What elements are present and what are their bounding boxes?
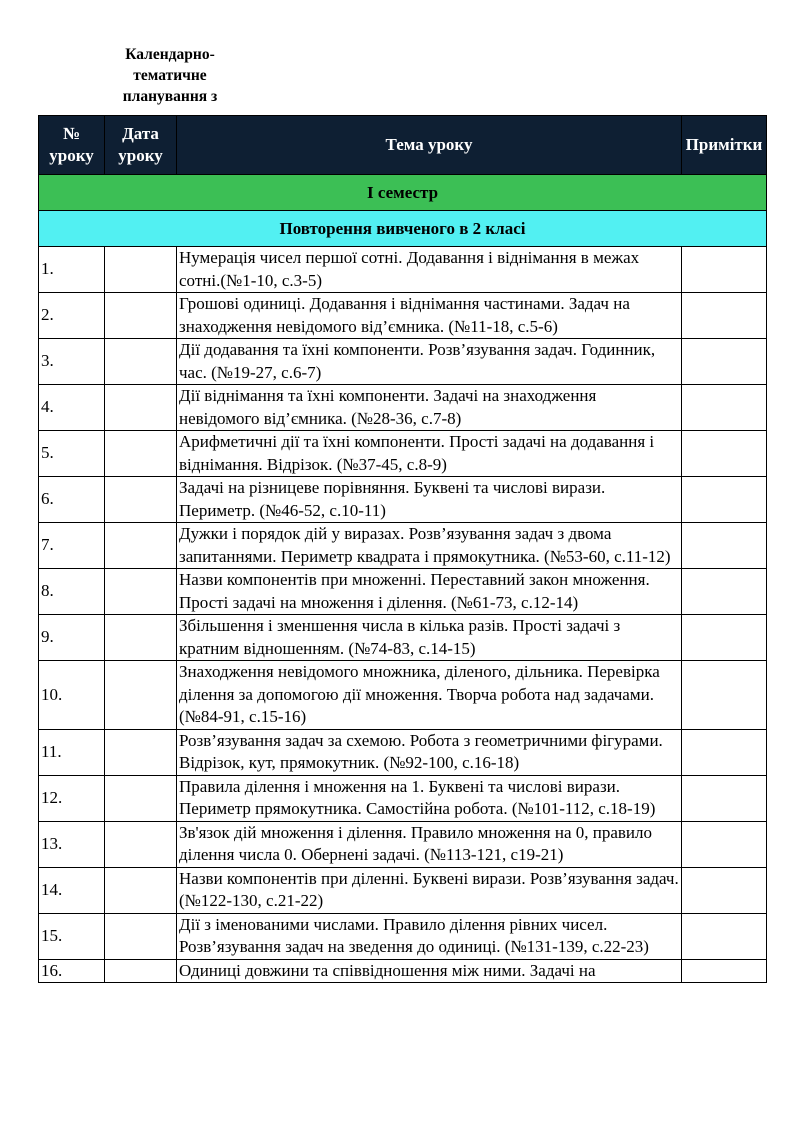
lesson-note-cell <box>682 775 767 821</box>
lesson-date-cell <box>105 661 177 730</box>
lesson-date-cell <box>105 729 177 775</box>
table-row <box>39 293 767 339</box>
lesson-number-cell: 1. <box>39 247 105 293</box>
lesson-topic-cell: Назви компонентів при множенні. Переставний закон множення. Прості задачі на множення і ділення. (№61-73, с.12-14) <box>177 569 682 615</box>
table-row <box>39 431 767 477</box>
lesson-number-cell: 11. <box>39 729 105 775</box>
lesson-note-cell <box>682 247 767 293</box>
lesson-topic-cell: Одиниці довжини та співвідношення між ними. Задачі на <box>177 959 682 983</box>
lesson-topic-cell: Дужки і порядок дій у виразах. Розв’язування задач з двома запитаннями. Периметр квадрата і прямокутника. (№53-60, с.11-12) <box>177 523 682 569</box>
document-title: Календарно-тематичне планування з <box>122 46 218 105</box>
table-row <box>39 477 767 523</box>
lesson-note-cell <box>682 615 767 661</box>
lesson-date-cell <box>105 867 177 913</box>
lesson-topic-cell: Назви компонентів при діленні. Буквені вирази. Розв’язування задач. (№122-130, с.21-22) <box>177 867 682 913</box>
lesson-number-cell: 15. <box>39 913 105 959</box>
lesson-number-cell: 13. <box>39 821 105 867</box>
lesson-topic-cell: Арифметичні дії та їхні компоненти. Прості задачі на додавання і віднімання. Відрізок. (№37-45, с.8-9) <box>177 431 682 477</box>
lesson-note-cell <box>682 913 767 959</box>
header-lesson-date: Дата уроку <box>105 116 177 175</box>
lesson-number-cell: 9. <box>39 615 105 661</box>
table-row <box>39 523 767 569</box>
lesson-topic-cell: Зв'язок дій множення і ділення. Правило множення на 0, правило ділення числа 0. Обернені задачі. (№113-121, с19-21) <box>177 821 682 867</box>
lesson-number-cell: 2. <box>39 293 105 339</box>
lesson-note-cell <box>682 523 767 569</box>
lesson-note-cell <box>682 729 767 775</box>
lesson-date-cell <box>105 339 177 385</box>
table-row <box>39 821 767 867</box>
table-row <box>39 385 767 431</box>
lesson-date-cell <box>105 385 177 431</box>
header-lesson-number: № уроку <box>39 116 105 175</box>
lesson-topic-cell: Дії додавання та їхні компоненти. Розв’язування задач. Годинник, час. (№19-27, с.6-7) <box>177 339 682 385</box>
lesson-topic-cell: Задачі на різницеве порівняння. Буквені та числові вирази. Периметр. (№46-52, с.10-11) <box>177 477 682 523</box>
table-row <box>39 247 767 293</box>
table-header-row <box>39 116 767 175</box>
lesson-topic-cell: Грошові одиниці. Додавання і віднімання частинами. Задач на знаходження невідомого від’ємника. (№11-18, с.5-6) <box>177 293 682 339</box>
lesson-topic-cell: Розв’язування задач за схемою. Робота з геометричними фігурами. Відрізок, кут, прямокутник. (№92-100, с.16-18) <box>177 729 682 775</box>
lesson-note-cell <box>682 661 767 730</box>
table-row <box>39 569 767 615</box>
lesson-note-cell <box>682 431 767 477</box>
header-lesson-topic: Тема уроку <box>177 116 682 175</box>
semester-row <box>39 175 767 211</box>
lesson-note-cell <box>682 293 767 339</box>
lesson-note-cell <box>682 821 767 867</box>
lesson-note-cell <box>682 339 767 385</box>
lesson-number-cell: 16. <box>39 959 105 983</box>
lesson-date-cell <box>105 959 177 983</box>
lesson-number-cell: 4. <box>39 385 105 431</box>
lesson-date-cell <box>105 615 177 661</box>
lesson-plan-table <box>38 115 767 983</box>
lesson-note-cell <box>682 477 767 523</box>
lesson-note-cell <box>682 867 767 913</box>
lesson-topic-cell: Дії віднімання та їхні компоненти. Задачі на знаходження невідомого від’ємника. (№28-36, с.7-8) <box>177 385 682 431</box>
lesson-date-cell <box>105 523 177 569</box>
lesson-date-cell <box>105 775 177 821</box>
table-row <box>39 959 767 983</box>
table-row <box>39 615 767 661</box>
section-label: Повторення вивченого в 2 класі <box>39 211 767 247</box>
lesson-number-cell: 8. <box>39 569 105 615</box>
table-row <box>39 775 767 821</box>
lesson-number-cell: 6. <box>39 477 105 523</box>
lesson-date-cell <box>105 913 177 959</box>
lesson-number-cell: 3. <box>39 339 105 385</box>
lesson-date-cell <box>105 569 177 615</box>
lesson-date-cell <box>105 477 177 523</box>
lesson-note-cell <box>682 569 767 615</box>
section-row <box>39 211 767 247</box>
lesson-note-cell <box>682 959 767 983</box>
lesson-topic-cell: Дії з іменованими числами. Правило ділення рівних чисел. Розв’язування задач на зведення до одиниці. (№131-139, с.22-23) <box>177 913 682 959</box>
lesson-date-cell <box>105 431 177 477</box>
lesson-date-cell <box>105 821 177 867</box>
lesson-date-cell <box>105 247 177 293</box>
table-row <box>39 913 767 959</box>
lesson-number-cell: 5. <box>39 431 105 477</box>
lesson-topic-cell: Збільшення і зменшення числа в кілька разів. Прості задачі з кратним відношенням. (№74-83, с.14-15) <box>177 615 682 661</box>
lesson-number-cell: 14. <box>39 867 105 913</box>
semester-label: І семестр <box>39 175 767 211</box>
lesson-number-cell: 7. <box>39 523 105 569</box>
table-row <box>39 729 767 775</box>
lesson-topic-cell: Знаходження невідомого множника, діленого, дільника. Перевірка ділення за допомогою дії множення. Творча робота над задачами. (№84-91, с.15-16) <box>177 661 682 730</box>
lesson-number-cell: 12. <box>39 775 105 821</box>
lesson-date-cell <box>105 293 177 339</box>
table-row <box>39 661 767 730</box>
lesson-topic-cell: Правила ділення і множення на 1. Буквені та числові вирази. Периметр прямокутника. Самостійна робота. (№101-112, с.18-19) <box>177 775 682 821</box>
table-row <box>39 339 767 385</box>
lesson-topic-cell: Нумерація чисел першої сотні. Додавання і віднімання в межах сотні.(№1-10, с.3-5) <box>177 247 682 293</box>
header-notes: Примітки <box>682 116 767 175</box>
table-row <box>39 867 767 913</box>
lesson-note-cell <box>682 385 767 431</box>
lesson-number-cell: 10. <box>39 661 105 730</box>
